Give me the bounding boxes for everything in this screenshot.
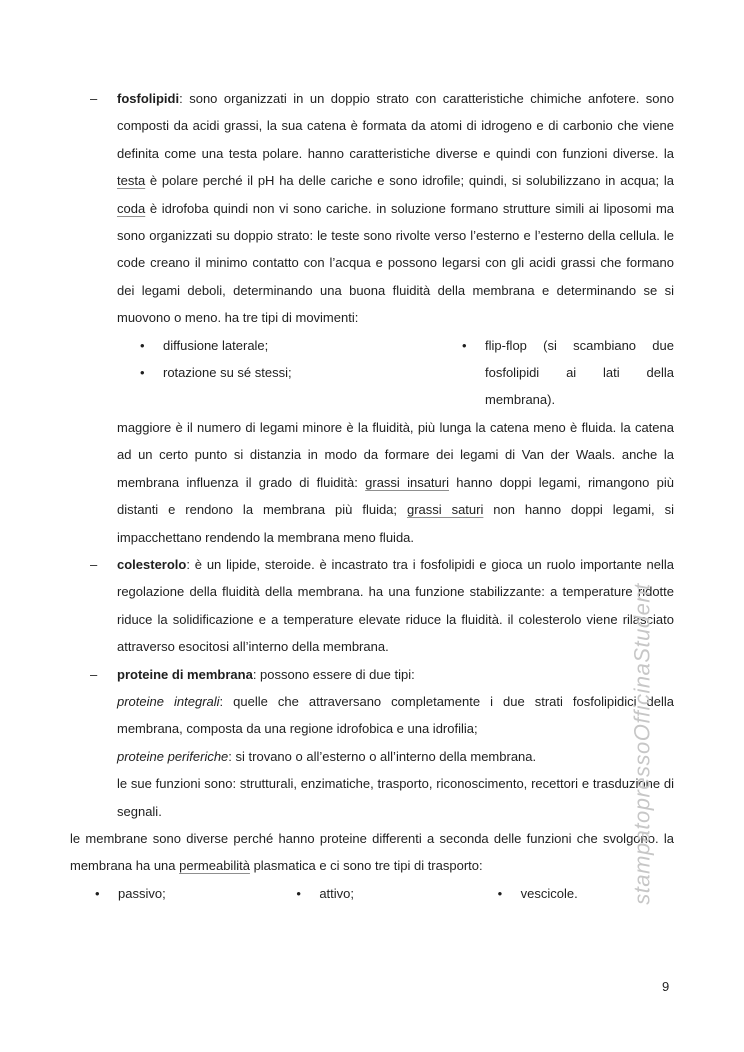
bullet-marker: • xyxy=(95,885,100,901)
text-run: : quelle che attraversano completamente i due strati fosfolipidici della membrana, composta da una regione idrofobica e una idrofilia; xyxy=(117,693,675,737)
dash-marker: – xyxy=(90,91,98,106)
text-run: maggiore è il numero di legami minore è la fluidità, più lunga la catena meno è fluida. la catena ad un certo punto si distanzia in modo da formare dei legami di Van der Waals. anche la membrana influenza il grado di fluidità: xyxy=(117,419,674,490)
list-item-fosfolipidi xyxy=(70,85,674,551)
movement-column-right xyxy=(439,332,674,414)
list-item-passivo xyxy=(70,880,271,907)
page-content xyxy=(70,85,674,907)
term-proteine-di-membrana: proteine di membrana xyxy=(117,666,253,682)
underlined-grassi-saturi: grassi saturi xyxy=(406,502,484,518)
list-item-attivo xyxy=(271,880,472,907)
bullet-marker: • xyxy=(140,337,145,353)
list-item-diffusione xyxy=(117,332,439,359)
page-number: 9 xyxy=(662,979,670,994)
list-item-label: flip-flop (si scambiano due fosfolipidi ai lati della membrana). xyxy=(485,337,674,408)
paragraph-colesterolo xyxy=(117,551,674,661)
text-run: : sono organizzati in un doppio strato con caratteristiche chimiche anfotere. sono composti da acidi grassi, la sua catena è formata da atomi di idrogeno e di carbonio che viene definita come una testa polare. hanno caratteristiche diverse e quindi con funzioni diverse. la xyxy=(117,91,674,161)
text-run: è idrofoba quindi non vi sono cariche. in soluzione formano strutture simili ai liposomi ma sono organizzati su doppio strato: le teste sono rivolte verso l’esterno e l’esterno della cellula. le code creano il minimo contatto con l’acqua e possono legarsi con gli acidi grassi che formano dei legami deboli, determinando una buona fluidità della membrana e determinando se si muovono o meno. ha tre tipi di movimenti: xyxy=(117,200,674,326)
movement-column-left xyxy=(117,332,439,414)
paragraph-fosfolipidi xyxy=(117,85,674,332)
list-item-colesterolo xyxy=(70,551,674,661)
paragraph-fluidity xyxy=(117,414,674,551)
text-run: : è un lipide, steroide. è incastrato tra i fosfolipidi e gioca un ruolo importante nella regolazione della fluidità della membrana. ha una funzione stabilizzante: a temperature ridotte riduce la solidificazione e a temperature elevate riduce la fluidità. il colesterolo viene rilasciato attraverso esocitosi all’interno della membrana. xyxy=(117,556,674,655)
list-item-label: rotazione su sé stessi; xyxy=(163,365,292,381)
term-proteine-integrali: proteine integrali xyxy=(117,693,220,709)
list-item-label: diffusione laterale; xyxy=(163,337,269,353)
underlined-testa: testa xyxy=(117,173,146,189)
transport-bullet-row xyxy=(70,880,674,907)
list-item-proteine xyxy=(70,661,674,825)
paragraph-proteine-funzioni xyxy=(117,770,674,825)
paragraph-proteine-integrali xyxy=(117,688,674,743)
text-run: : si trovano o all’esterno o all’interno della membrana. xyxy=(228,748,537,764)
underlined-permeabilita: permeabilità xyxy=(179,858,250,874)
paragraph-proteine-intro xyxy=(117,661,674,688)
bullet-marker: • xyxy=(497,885,503,901)
watermark: stampatopressoOfficinaStudent xyxy=(629,583,655,905)
list-item-rotazione xyxy=(117,359,439,386)
list-item-flipflop xyxy=(439,332,674,414)
bullet-marker: • xyxy=(140,365,145,381)
paragraph-closing xyxy=(70,825,674,880)
text-run: hanno doppi legami, rimangono più distanti e rendono la membrana più fluida; xyxy=(117,474,674,518)
list-item-label: passivo; xyxy=(118,885,166,901)
term-colesterolo: colesterolo xyxy=(117,556,187,572)
list-item-label: vescicole. xyxy=(520,885,578,901)
list-item-label: attivo; xyxy=(319,885,355,901)
dash-marker: – xyxy=(90,556,98,572)
term-proteine-periferiche: proteine periferiche xyxy=(117,748,229,764)
text-run: non hanno doppi legami, si impacchettano rendendo la membrana meno fluida. xyxy=(117,502,674,545)
dash-marker: – xyxy=(90,666,98,682)
text-run: è polare perché il pH ha delle cariche e sono idrofile; quindi, si solubilizzano in acqua; la xyxy=(145,173,674,189)
underlined-grassi-insaturi: grassi insaturi xyxy=(365,474,449,490)
paragraph-proteine-periferiche xyxy=(117,743,674,770)
text-run: le sue funzioni sono: strutturali, enzimatiche, trasporto, riconoscimento, recettori e trasduzione di segnali. xyxy=(117,776,674,819)
term-fosfolipidi: fosfolipidi xyxy=(117,91,180,106)
movement-bullet-columns xyxy=(117,332,674,414)
text-run: plasmatica e ci sono tre tipi di trasporto: xyxy=(249,858,483,874)
text-run: le membrane sono diverse perché hanno proteine differenti a seconda delle funzioni che svolgono. la membrana ha una xyxy=(70,830,674,874)
underlined-coda: coda xyxy=(117,200,146,216)
text-run: : possono essere di due tipi: xyxy=(252,666,415,682)
bullet-marker: • xyxy=(296,885,301,901)
bullet-marker: • xyxy=(462,337,467,353)
